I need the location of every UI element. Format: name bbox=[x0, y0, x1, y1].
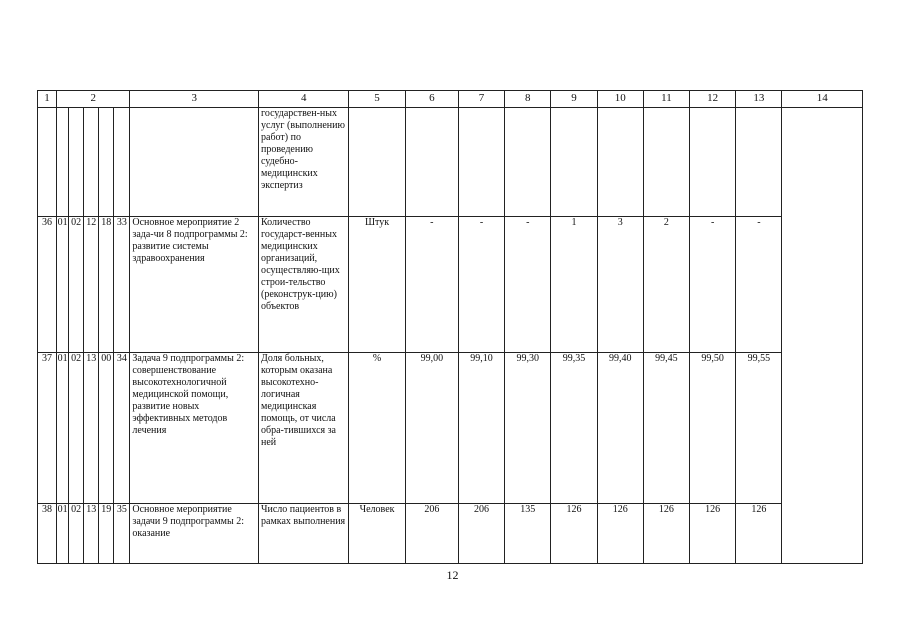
program-name: Задача 9 подпрограммы 2: совершенствование высокотехнологичной медицинской помощи, развитие новых эффективных методов лечения bbox=[130, 353, 259, 504]
value-cell: - bbox=[405, 217, 458, 353]
code-cell bbox=[69, 108, 84, 217]
code-cell bbox=[99, 108, 114, 217]
header-row bbox=[38, 91, 863, 108]
value-cell: 126 bbox=[690, 504, 736, 564]
indicator-name: Количество государст-венных медицинских организаций, осуществляю-щих строи-тельство (реконструк-цию) объектов bbox=[259, 217, 349, 353]
table-row bbox=[38, 108, 863, 217]
table-row bbox=[38, 217, 863, 353]
value-cell bbox=[505, 108, 551, 217]
unit-cell: Человек bbox=[349, 504, 405, 564]
value-cell: 99,45 bbox=[643, 353, 689, 504]
code-cell: 02 bbox=[69, 217, 84, 353]
row-number: 38 bbox=[38, 504, 57, 564]
header-cell: 12 bbox=[690, 91, 736, 108]
code-cell: 34 bbox=[114, 353, 130, 504]
header-cell: 9 bbox=[551, 91, 597, 108]
table-row bbox=[38, 353, 863, 504]
indicator-table bbox=[37, 90, 863, 564]
code-cell: 01 bbox=[57, 217, 69, 353]
header-cell: 13 bbox=[736, 91, 782, 108]
header-cell: 2 bbox=[57, 91, 130, 108]
code-cell bbox=[57, 108, 69, 217]
value-cell: 126 bbox=[736, 504, 782, 564]
row-number: 37 bbox=[38, 353, 57, 504]
value-cell: 2 bbox=[643, 217, 689, 353]
value-cell: 99,30 bbox=[505, 353, 551, 504]
indicator-name: Доля больных, которым оказана высокотехно-логичная медицинская помощь, от числа обра-тившихся за ней bbox=[259, 353, 349, 504]
header-cell: 8 bbox=[505, 91, 551, 108]
value-cell: - bbox=[736, 217, 782, 353]
value-cell: 99,50 bbox=[690, 353, 736, 504]
page-number: 12 bbox=[446, 568, 459, 582]
value-cell: 3 bbox=[597, 217, 643, 353]
value-cell: 99,35 bbox=[551, 353, 597, 504]
header-cell: 6 bbox=[405, 91, 458, 108]
code-cell: 12 bbox=[84, 217, 99, 353]
header-cell: 3 bbox=[130, 91, 259, 108]
unit-cell bbox=[349, 108, 405, 217]
code-cell: 01 bbox=[57, 353, 69, 504]
unit-cell: % bbox=[349, 353, 405, 504]
value-cell bbox=[405, 108, 458, 217]
value-cell bbox=[458, 108, 504, 217]
note-cell bbox=[782, 108, 863, 564]
code-cell bbox=[84, 108, 99, 217]
header-cell: 7 bbox=[458, 91, 504, 108]
program-name: Основное мероприятие 2 зада-чи 8 подпрограммы 2: развитие системы здравоохранения bbox=[130, 217, 259, 353]
indicator-name: государствен-ных услуг (выполнению работ) по проведению судебно-медицинских экспертиз bbox=[259, 108, 349, 217]
code-cell: 35 bbox=[114, 504, 130, 564]
value-cell bbox=[597, 108, 643, 217]
header-cell: 11 bbox=[643, 91, 689, 108]
header-cell: 1 bbox=[38, 91, 57, 108]
header-cell: 10 bbox=[597, 91, 643, 108]
value-cell bbox=[551, 108, 597, 217]
value-cell bbox=[690, 108, 736, 217]
program-name: Основное мероприятие задачи 9 подпрограммы 2: оказание bbox=[130, 504, 259, 564]
value-cell: 206 bbox=[405, 504, 458, 564]
value-cell: 126 bbox=[597, 504, 643, 564]
value-cell: 126 bbox=[643, 504, 689, 564]
value-cell: 99,55 bbox=[736, 353, 782, 504]
value-cell: - bbox=[458, 217, 504, 353]
code-cell: 01 bbox=[57, 504, 69, 564]
header-cell: 5 bbox=[349, 91, 405, 108]
row-number bbox=[38, 108, 57, 217]
value-cell: 135 bbox=[505, 504, 551, 564]
value-cell: 206 bbox=[458, 504, 504, 564]
value-cell: - bbox=[505, 217, 551, 353]
code-cell: 18 bbox=[99, 217, 114, 353]
header-cell: 14 bbox=[782, 91, 863, 108]
code-cell: 19 bbox=[99, 504, 114, 564]
value-cell: 126 bbox=[551, 504, 597, 564]
program-name bbox=[130, 108, 259, 217]
value-cell bbox=[736, 108, 782, 217]
header-cell: 4 bbox=[259, 91, 349, 108]
code-cell: 33 bbox=[114, 217, 130, 353]
value-cell bbox=[643, 108, 689, 217]
code-cell bbox=[114, 108, 130, 217]
code-cell: 13 bbox=[84, 353, 99, 504]
document-sheet bbox=[37, 90, 863, 564]
value-cell: 99,10 bbox=[458, 353, 504, 504]
value-cell: 1 bbox=[551, 217, 597, 353]
value-cell: 99,00 bbox=[405, 353, 458, 504]
code-cell: 00 bbox=[99, 353, 114, 504]
value-cell: 99,40 bbox=[597, 353, 643, 504]
code-cell: 02 bbox=[69, 353, 84, 504]
code-cell: 13 bbox=[84, 504, 99, 564]
row-number: 36 bbox=[38, 217, 57, 353]
value-cell: - bbox=[690, 217, 736, 353]
code-cell: 02 bbox=[69, 504, 84, 564]
unit-cell: Штук bbox=[349, 217, 405, 353]
indicator-name: Число пациентов в рамках выполнения bbox=[259, 504, 349, 564]
table-row bbox=[38, 504, 863, 564]
